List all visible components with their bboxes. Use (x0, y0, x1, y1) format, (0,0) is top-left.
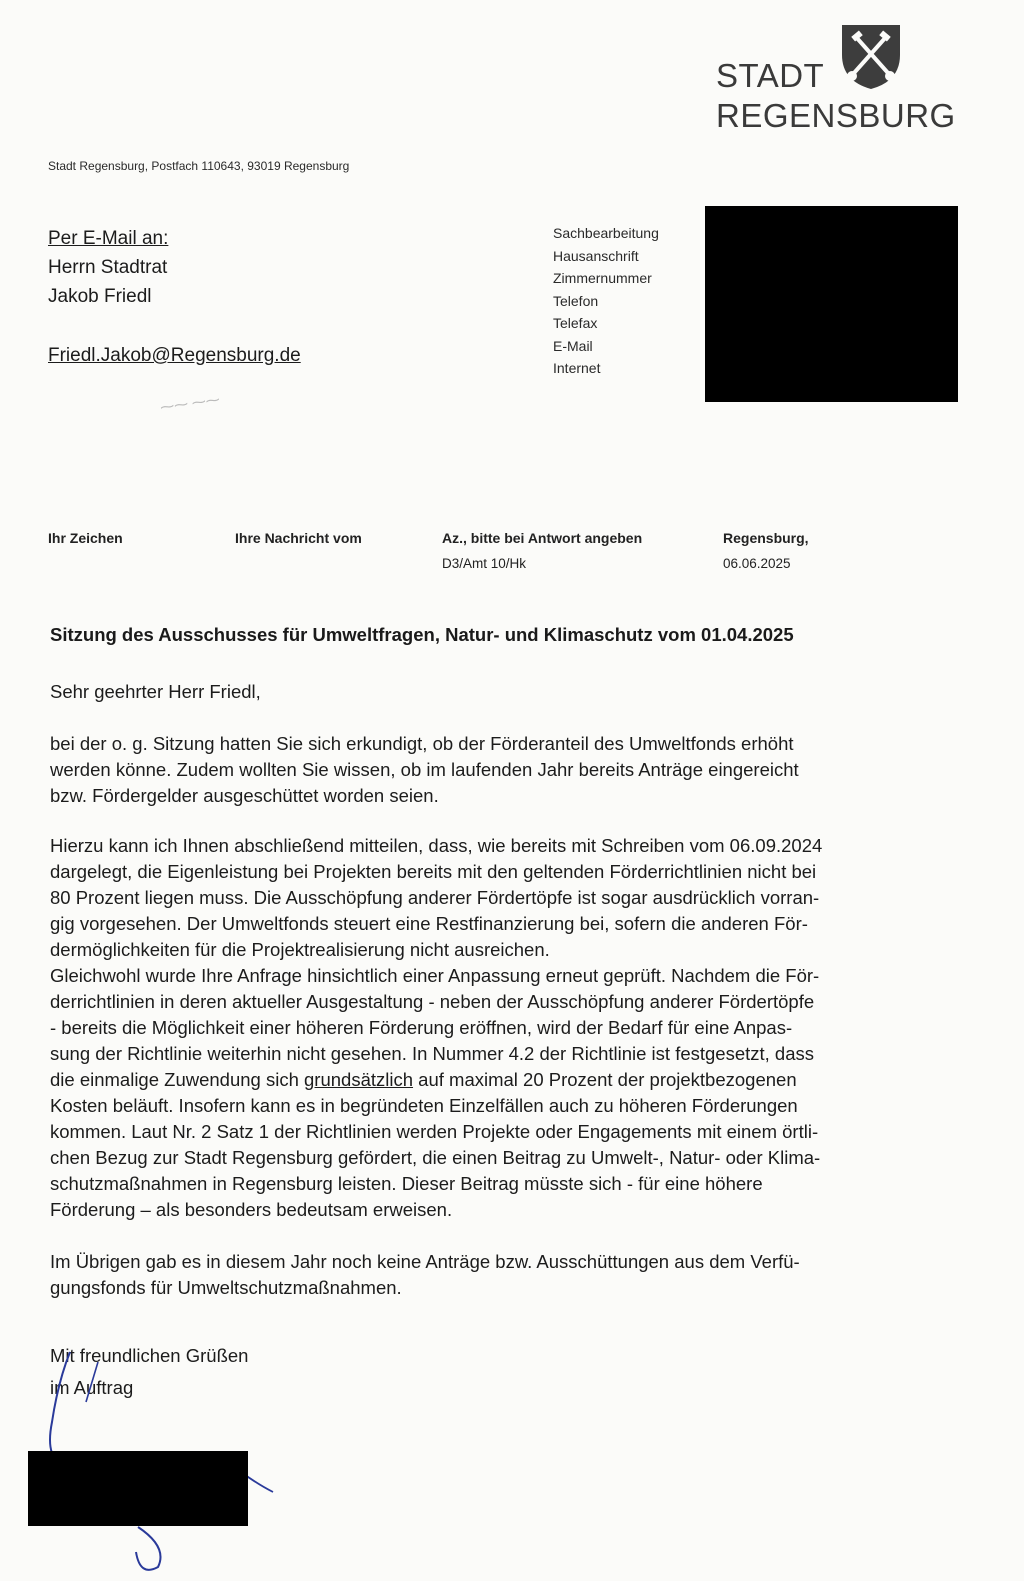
paragraph-line: kommen. Laut Nr. 2 Satz 1 der Richtlinien werden Projekte oder Engagements mit einem örtli- (50, 1121, 819, 1142)
recipient-block (48, 224, 301, 370)
sender-address: Stadt Regensburg, Postfach 110643, 93019 Regensburg (48, 159, 350, 173)
redacted-signature-name (28, 1451, 248, 1526)
paragraph-line: bzw. Fördergelder ausgeschüttet worden seien. (50, 785, 439, 806)
ref-place: Regensburg, (723, 530, 809, 546)
contact-label-hausanschrift: Hausanschrift (553, 247, 639, 264)
contact-label-internet: Internet (553, 360, 601, 376)
recipient-email[interactable]: Friedl.Jakob@Regensburg.de (48, 345, 301, 366)
letter-subject: Sitzung des Ausschusses für Umweltfragen, Natur- und Klimaschutz vom 01.04.2025 (50, 624, 794, 645)
ref-az-value: D3/Amt 10/Hk (442, 556, 527, 571)
paragraph-line: Im Übrigen gab es in diesem Jahr noch keine Anträge bzw. Ausschüttungen aus dem Verfü- (50, 1251, 800, 1272)
city-logo-text (716, 56, 956, 136)
paragraph-line: - bereits die Möglichkeit einer höheren Förderung eröffnen, wird der Bedarf für eine Anpas- (50, 1017, 793, 1038)
contact-label-zimmernummer: Zimmernummer (553, 270, 652, 286)
recipient-name: Jakob Friedl (48, 286, 152, 307)
closing-greeting: Mit freundlichen Grüßen (50, 1345, 249, 1366)
city-crest-icon (838, 21, 904, 91)
paragraph-line: dargelegt, die Eigenleistung bei Projekten bereits mit den geltenden Förderrichtlinien nicht bei (50, 861, 817, 882)
contact-label-telefon: Telefon (553, 292, 599, 309)
paragraph-line: Förderung – als besonders bedeutsam erweisen. (50, 1199, 453, 1220)
ref-date: 06.06.2025 (723, 556, 791, 571)
paragraph-1 (50, 731, 1010, 809)
paragraph-line: 80 Prozent liegen muss. Die Ausschöpfung anderer Fördertöpfe ist sogar ausdrücklich vorran- (50, 887, 820, 908)
faint-stamp-mark: ⁓⁓ ⁓⁓ (159, 390, 221, 416)
redacted-contact-details (705, 206, 958, 402)
underlined-grundsaetzlich: grundsätzlich (304, 1069, 414, 1090)
paragraph-line: gig vorgesehen. Der Umweltfonds steuert eine Restfinanzierung bei, sofern die anderen För- (50, 913, 808, 934)
ref-az-label: Az., bitte bei Antwort angeben (442, 530, 643, 546)
paragraph-line: sung der Richtlinie weiterhin nicht gesehen. In Nummer 4.2 der Richtlinie ist festgesetzt, dass (50, 1043, 815, 1064)
paragraph-line: derrichtlinien in deren aktueller Ausgestaltung - neben der Ausschöpfung anderer Fördertöpfe (50, 991, 815, 1012)
paragraph-line: chen Bezug zur Stadt Regensburg gefördert, die einen Beitrag zu Umwelt-, Natur- oder Klima- (50, 1147, 821, 1168)
logo-line-1: STADT (716, 57, 825, 94)
recipient-title: Herrn Stadtrat (48, 257, 168, 278)
salutation: Sehr geehrter Herr Friedl, (50, 681, 261, 702)
contact-labels (553, 222, 659, 380)
recipient-via: Per E-Mail an: (48, 228, 169, 249)
paragraph-3 (50, 1249, 1010, 1301)
paragraph-line: dermöglichkeiten für die Projektrealisierung nicht ausreichen. (50, 939, 550, 960)
paragraph-line: Kosten beläuft. Insofern kann es in begründeten Einzelfällen auch zu höheren Förderungen (50, 1095, 798, 1116)
contact-label-email: E-Mail (553, 337, 593, 354)
ref-ihr-zeichen: Ihr Zeichen (48, 530, 123, 546)
closing-on-behalf: im Auftrag (50, 1377, 134, 1398)
paragraph-line: Gleichwohl wurde Ihre Anfrage hinsichtlich einer Anpassung erneut geprüft. Nachdem die För- (50, 965, 820, 986)
paragraph-line: werden könne. Zudem wollten Sie wissen, ob im laufenden Jahr bereits Anträge eingereicht (50, 759, 799, 780)
paragraph-line: schutzmaßnahmen in Regensburg leisten. Dieser Beitrag müsste sich - für eine höhere (50, 1173, 763, 1194)
paragraph-2 (50, 833, 1010, 1223)
paragraph-line: gungsfonds für Umweltschutzmaßnahmen. (50, 1277, 402, 1298)
paragraph-line: Hierzu kann ich Ihnen abschließend mitteilen, dass, wie bereits mit Schreiben vom 06.09.2024 (50, 835, 823, 856)
contact-label-sachbearbeitung: Sachbearbeitung (553, 225, 659, 241)
contact-label-telefax: Telefax (553, 315, 598, 331)
ref-ihre-nachricht: Ihre Nachricht vom (235, 530, 362, 546)
logo-line-2: REGENSBURG (716, 97, 956, 134)
paragraph-line: bei der o. g. Sitzung hatten Sie sich erkundigt, ob der Förderanteil des Umweltfonds erhöht (50, 733, 794, 754)
paragraph-line-grundsaetzlich: die einmalige Zuwendung sich grundsätzlich auf maximal 20 Prozent der projektbezogenen (50, 1069, 797, 1090)
